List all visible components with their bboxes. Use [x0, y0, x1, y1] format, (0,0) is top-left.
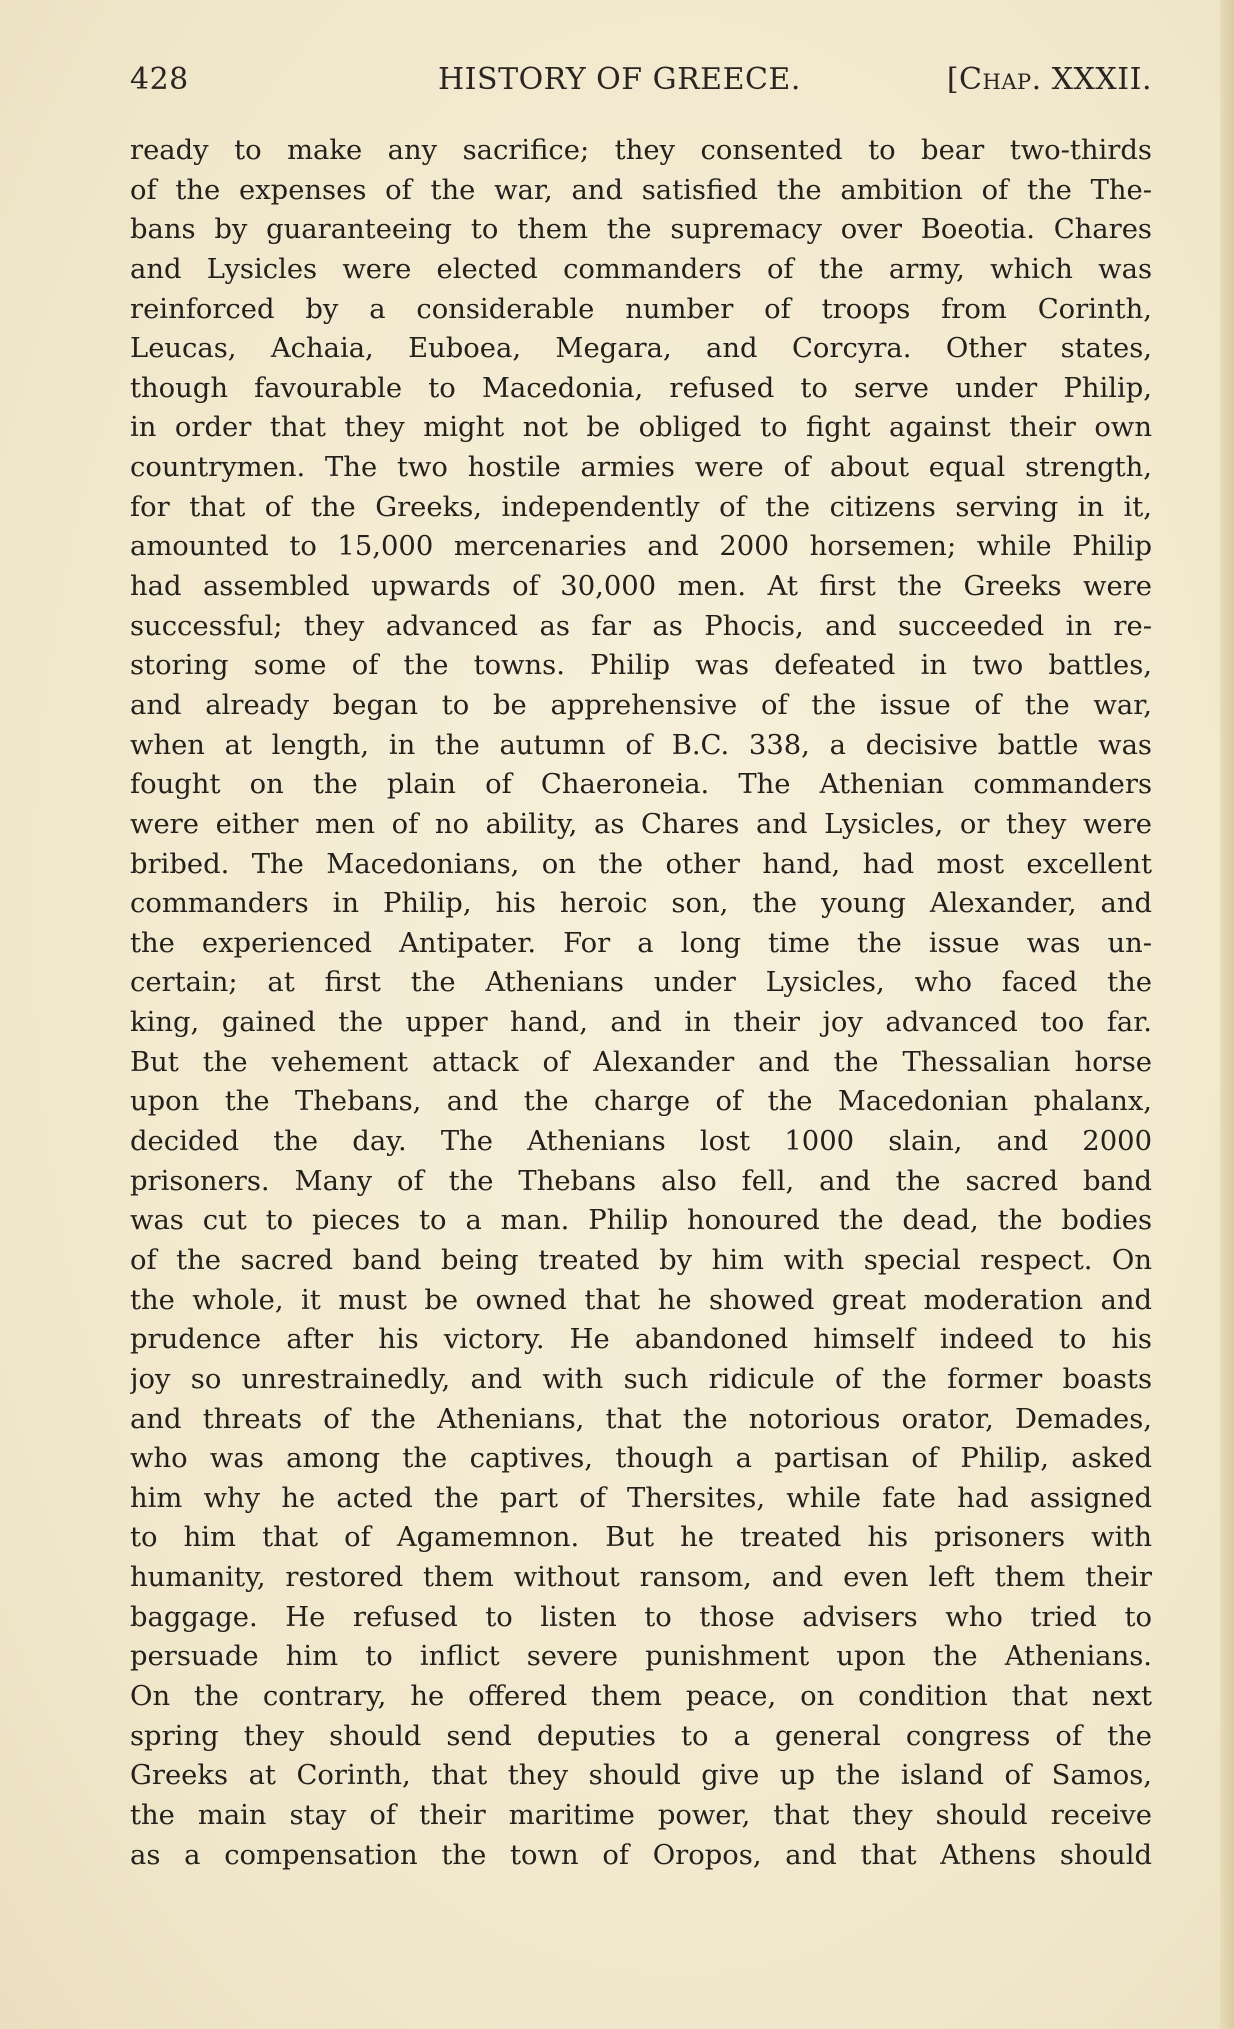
- text-line: persuade him to inflict severe punishment upon the Athenians.: [130, 1641, 1152, 1673]
- text-line: and already began to be apprehensive of the issue of the war,: [130, 689, 1152, 721]
- text-line: were either men of no ability, as Chares and Lysicles, or they were: [130, 808, 1152, 840]
- text-line: reinforced by a considerable number of troops from Corinth,: [130, 293, 1152, 325]
- text-line: and Lysicles were elected commanders of the army, which was: [130, 253, 1152, 285]
- text-line: joy so unrestrainedly, and with such ridicule of the former boasts: [130, 1363, 1152, 1395]
- body-text: [130, 131, 1152, 1875]
- text-line: bribed. The Macedonians, on the other hand, had most excellent: [130, 848, 1152, 880]
- text-line: when at length, in the autumn of B.C. 338, a decisive battle was: [130, 729, 1152, 761]
- text-line: in order that they might not be obliged to fight against their own: [130, 412, 1152, 444]
- text-line: for that of the Greeks, independently of the citizens serving in it,: [130, 491, 1152, 523]
- text-line: Greeks at Corinth, that they should give up the island of Samos,: [130, 1760, 1152, 1792]
- text-line: baggage. He refused to listen to those advisers who tried to: [130, 1601, 1152, 1633]
- text-line: humanity, restored them without ransom, and even left them their: [130, 1562, 1152, 1594]
- page-header: [130, 62, 1152, 108]
- text-line: storing some of the towns. Philip was defeated in two battles,: [130, 650, 1152, 682]
- text-line: who was among the captives, though a partisan of Philip, asked: [130, 1443, 1152, 1475]
- page-edge: [1220, 0, 1234, 2029]
- chapter-reference: [Chap. XXXII.: [946, 62, 1152, 97]
- text-line: bans by guaranteeing to them the supremacy over Boeotia. Chares: [130, 214, 1152, 246]
- text-line: successful; they advanced as far as Phocis, and succeeded in re-: [130, 610, 1152, 642]
- text-line: to him that of Agamemnon. But he treated his prisoners with: [130, 1522, 1152, 1554]
- text-line: upon the Thebans, and the charge of the Macedonian phalanx,: [130, 1086, 1152, 1118]
- text-line: and threats of the Athenians, that the notorious orator, Demades,: [130, 1403, 1152, 1435]
- text-line: prisoners. Many of the Thebans also fell, and the sacred band: [130, 1165, 1152, 1197]
- text-line: the main stay of their maritime power, that they should receive: [130, 1799, 1152, 1831]
- text-line: king, gained the upper hand, and in their joy advanced too far.: [130, 1007, 1152, 1039]
- text-line: of the sacred band being treated by him with special respect. On: [130, 1244, 1152, 1276]
- text-line: fought on the plain of Chaeroneia. The Athenian commanders: [130, 769, 1152, 801]
- text-line: him why he acted the part of Thersites, while fate had assigned: [130, 1482, 1152, 1514]
- text-line: On the contrary, he offered them peace, on condition that next: [130, 1680, 1152, 1712]
- text-line: certain; at first the Athenians under Lysicles, who faced the: [130, 967, 1152, 999]
- text-line: countrymen. The two hostile armies were of about equal strength,: [130, 452, 1152, 484]
- text-line: spring they should send deputies to a general congress of the: [130, 1720, 1152, 1752]
- text-line: ready to make any sacrifice; they consented to bear two-thirds: [130, 135, 1152, 166]
- text-line: prudence after his victory. He abandoned himself indeed to his: [130, 1324, 1152, 1356]
- text-line: the whole, it must be owned that he showed great moderation and: [130, 1284, 1152, 1316]
- text-line: But the vehement attack of Alexander and the Thessalian horse: [130, 1046, 1152, 1078]
- text-line: was cut to pieces to a man. Philip honoured the dead, the bodies: [130, 1205, 1152, 1237]
- text-line: though favourable to Macedonia, refused to serve under Philip,: [130, 372, 1152, 404]
- text-line: commanders in Philip, his heroic son, the young Alexander, and: [130, 888, 1152, 920]
- text-line: decided the day. The Athenians lost 1000 slain, and 2000: [130, 1126, 1152, 1158]
- text-line: the experienced Antipater. For a long time the issue was un-: [130, 927, 1152, 959]
- text-line: amounted to 15,000 mercenaries and 2000 horsemen; while Philip: [130, 531, 1152, 563]
- text-line: of the expenses of the war, and satisfied the ambition of the The-: [130, 174, 1152, 206]
- text-line: as a compensation the town of Oropos, and that Athens should: [130, 1839, 1152, 1871]
- running-title: HISTORY OF GREECE.: [438, 62, 801, 97]
- page-number: 428: [130, 62, 189, 97]
- text-line: had assembled upwards of 30,000 men. At first the Greeks were: [130, 571, 1152, 603]
- text-line: Leucas, Achaia, Euboea, Megara, and Corcyra. Other states,: [130, 333, 1152, 365]
